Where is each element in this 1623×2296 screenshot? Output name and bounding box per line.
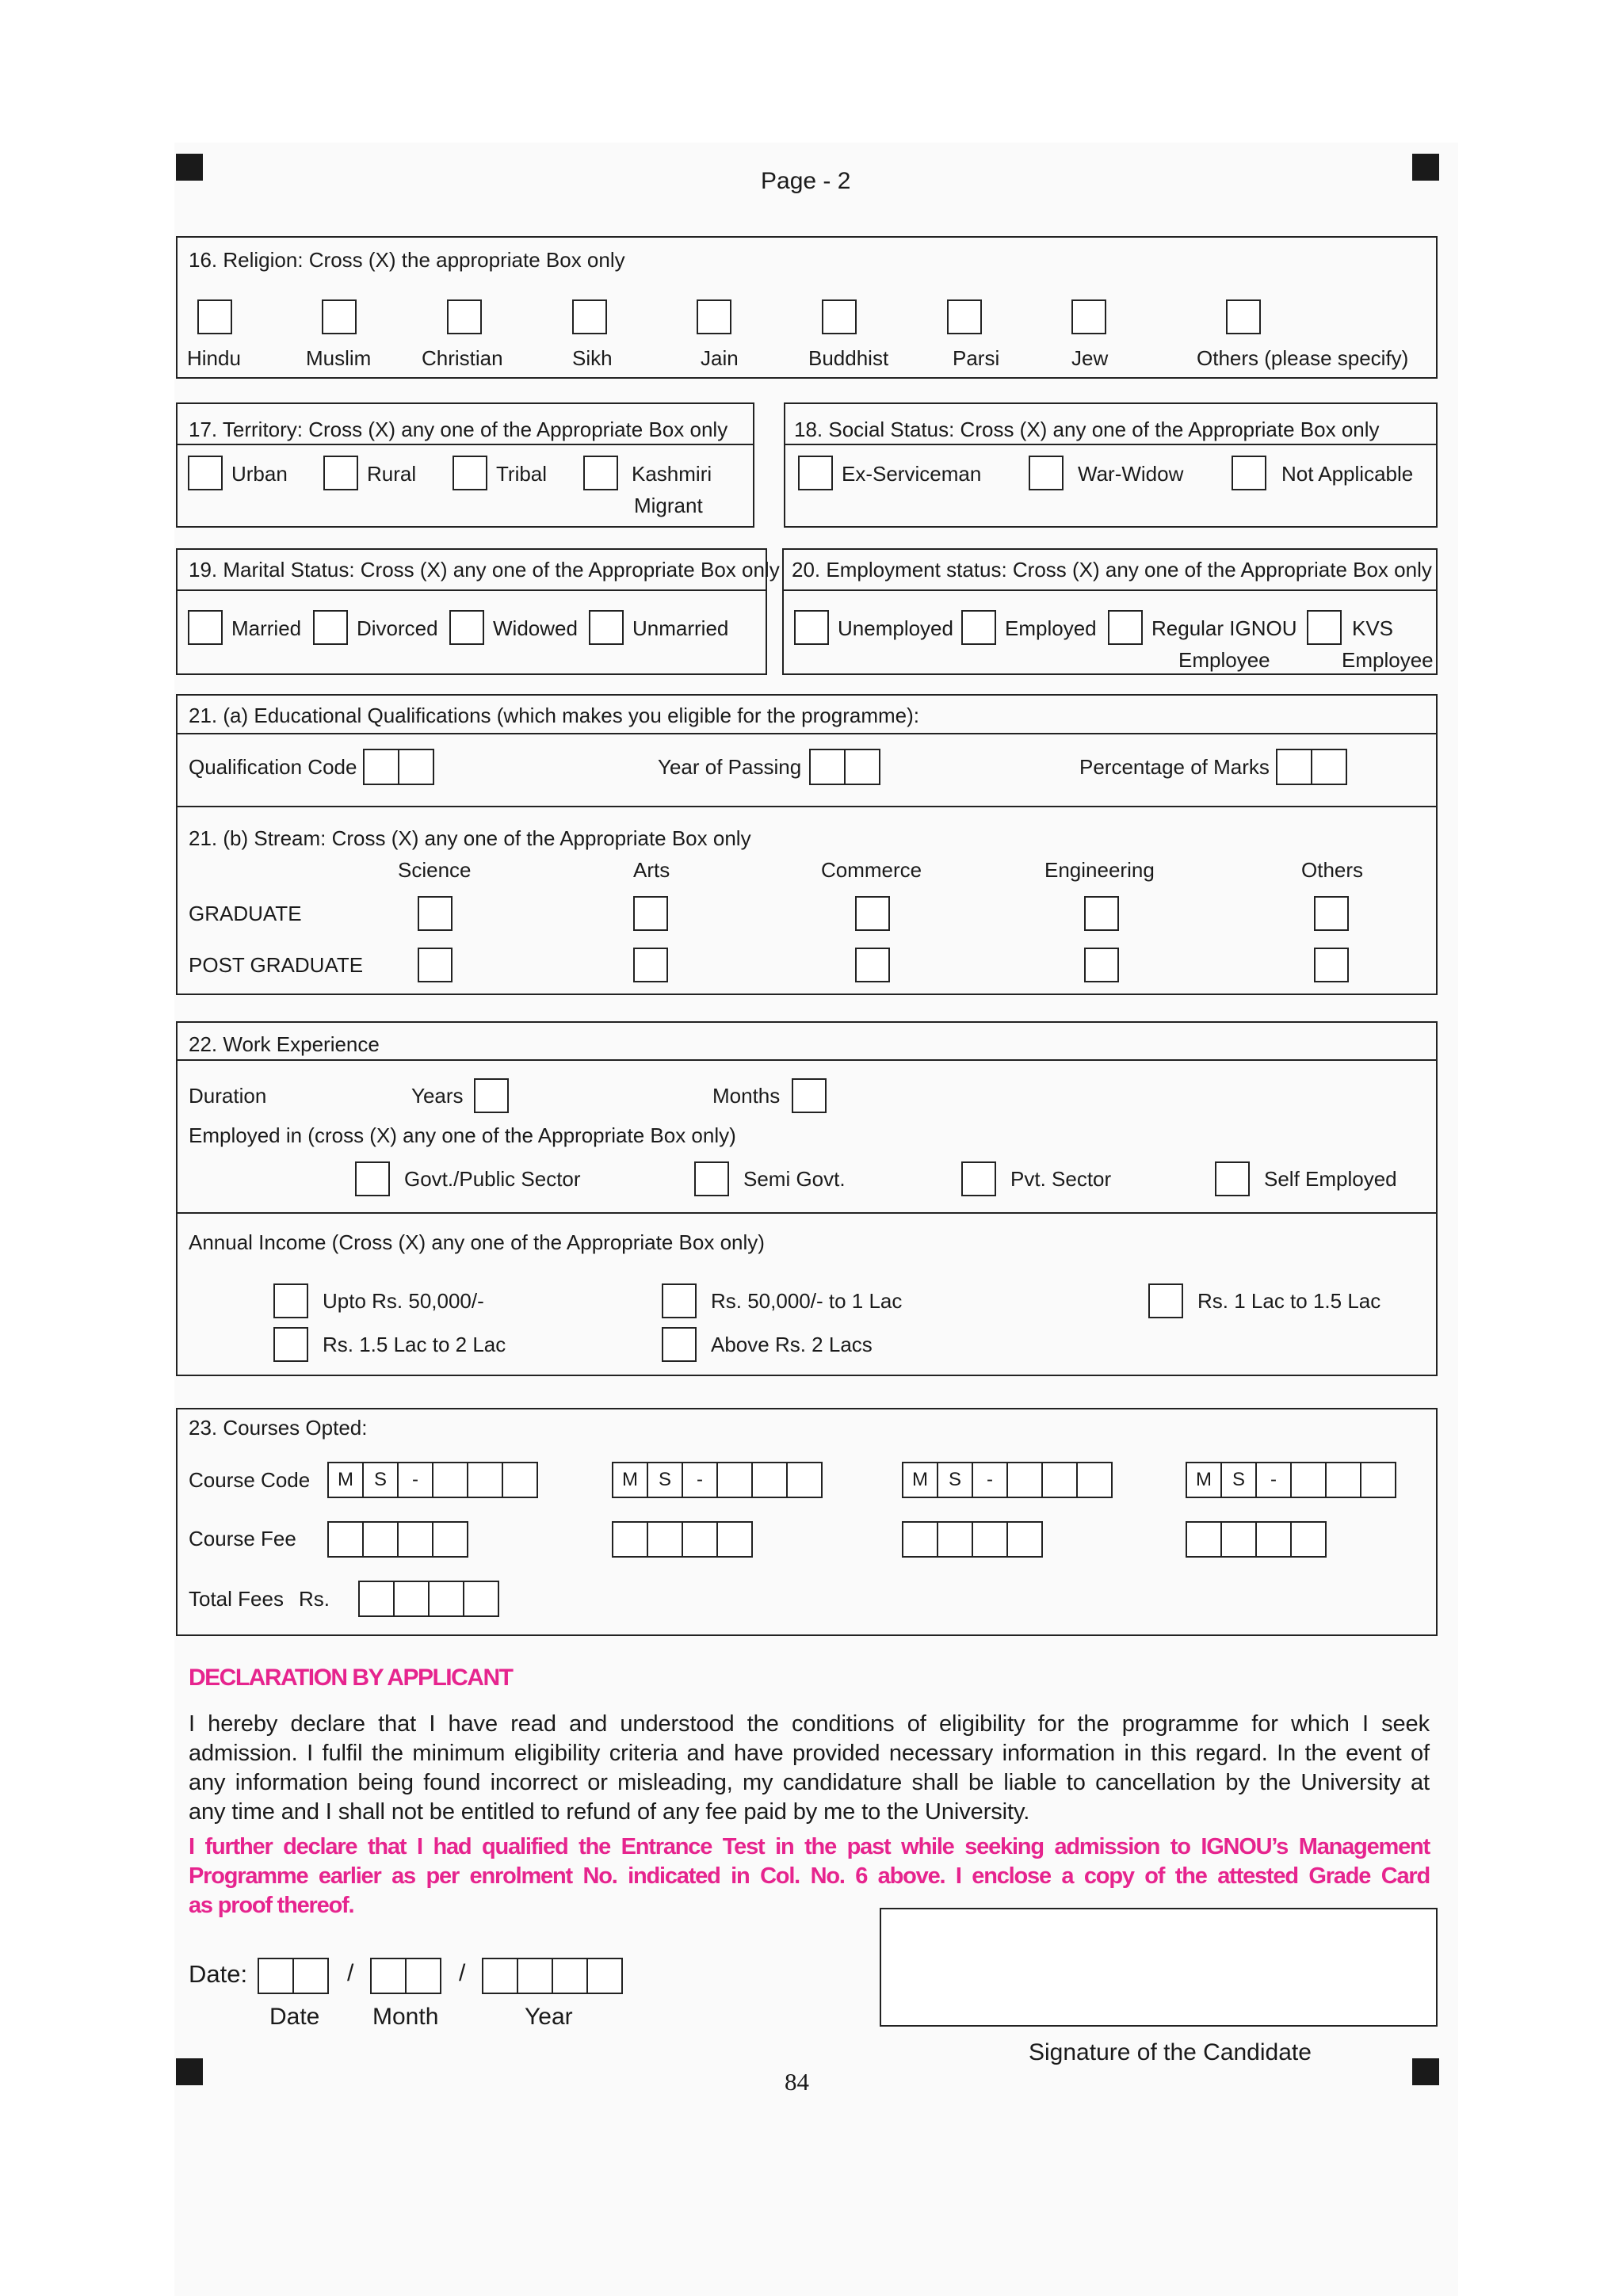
religion-buddhist-checkbox[interactable] <box>822 299 857 334</box>
religion-option-label: Hindu <box>187 346 241 370</box>
divider <box>176 1059 1438 1061</box>
territory-label: 17. Territory: Cross (X) any one of the Appropriate Box only <box>189 418 728 441</box>
date-sub-label-month: Month <box>372 2004 439 2030</box>
religion-others-checkbox[interactable] <box>1226 299 1261 334</box>
employment-option-label-line2: Employee <box>1342 648 1434 672</box>
income-option-label: Rs. 1.5 Lac to 2 Lac <box>323 1333 506 1356</box>
marital-option-label: Widowed <box>493 616 578 640</box>
declaration-further-line: as proof thereof. <box>189 1893 354 1918</box>
employment-unemployed-checkbox[interactable] <box>794 610 829 645</box>
income-50k-1lac-checkbox[interactable] <box>662 1283 697 1318</box>
employment-status-label: 20. Employment status: Cross (X) any one of the Appropriate Box only <box>792 558 1432 582</box>
income-option-label: Above Rs. 2 Lacs <box>711 1333 873 1356</box>
total-fees-rs-label: Rs. <box>299 1587 330 1611</box>
qualification-code-label: Qualification Code <box>189 755 357 779</box>
registration-mark-bottom-right <box>1412 2058 1439 2085</box>
employment-option-label: Unemployed <box>838 616 953 640</box>
religion-parsi-checkbox[interactable] <box>947 299 982 334</box>
marital-unmarried-checkbox[interactable] <box>589 610 624 645</box>
divider <box>176 733 1438 734</box>
course-code-input-3[interactable]: M S - <box>902 1462 1113 1498</box>
year-of-passing-input[interactable] <box>809 749 880 785</box>
stream-column-others: Others <box>1301 858 1364 882</box>
marital-option-label: Married <box>231 616 302 640</box>
social-option-label: Ex-Serviceman <box>842 462 982 486</box>
post-graduate-engineering-checkbox[interactable] <box>1084 948 1119 982</box>
religion-muslim-checkbox[interactable] <box>322 299 357 334</box>
course-fee-input-3[interactable] <box>902 1521 1043 1558</box>
signature-label: Signature of the Candidate <box>1029 2039 1312 2065</box>
course-code-input-1[interactable]: M S - <box>327 1462 538 1498</box>
social-not-applicable-checkbox[interactable] <box>1232 456 1266 490</box>
religion-option-label: Others (please specify) <box>1197 346 1409 370</box>
income-upto-50k-checkbox[interactable] <box>273 1283 308 1318</box>
declaration-line: admission. I fulfil the minimum eligibility criteria and have provided necessary information in this regard. In the event of <box>189 1741 1430 1766</box>
sector-semi-govt-checkbox[interactable] <box>694 1161 729 1196</box>
education-label: 21. (a) Educational Qualifications (which makes you eligible for the programme): <box>189 704 919 727</box>
religion-option-label: Jain <box>701 346 739 370</box>
duration-label: Duration <box>189 1084 267 1108</box>
social-option-label: War-Widow <box>1078 462 1184 486</box>
religion-jain-checkbox[interactable] <box>697 299 731 334</box>
marital-married-checkbox[interactable] <box>188 610 223 645</box>
divider <box>176 589 767 591</box>
page-header: Page - 2 <box>761 168 851 194</box>
date-separator: / <box>459 1960 466 1986</box>
religion-option-label: Buddhist <box>808 346 889 370</box>
courses-label: 23. Courses Opted: <box>189 1416 368 1440</box>
marital-divorced-checkbox[interactable] <box>313 610 348 645</box>
graduate-arts-checkbox[interactable] <box>633 896 668 931</box>
territory-urban-checkbox[interactable] <box>188 456 223 490</box>
religion-option-label: Sikh <box>572 346 613 370</box>
registration-mark-top-right <box>1412 154 1439 181</box>
religion-jew-checkbox[interactable] <box>1071 299 1106 334</box>
graduate-engineering-checkbox[interactable] <box>1084 896 1119 931</box>
date-year-input[interactable] <box>482 1958 623 1994</box>
employed-in-label: Employed in (cross (X) any one of the Appropriate Box only) <box>189 1123 736 1147</box>
course-fee-input-4[interactable] <box>1186 1521 1327 1558</box>
marital-widowed-checkbox[interactable] <box>449 610 484 645</box>
registration-mark-bottom-left <box>176 2058 203 2085</box>
income-option-label: Rs. 50,000/- to 1 Lac <box>711 1289 903 1313</box>
registration-mark-top-left <box>176 154 203 181</box>
graduate-others-checkbox[interactable] <box>1314 896 1349 931</box>
months-label: Months <box>712 1084 781 1108</box>
sector-private-checkbox[interactable] <box>961 1161 996 1196</box>
sector-option-label: Pvt. Sector <box>1010 1167 1112 1191</box>
post-graduate-commerce-checkbox[interactable] <box>855 948 890 982</box>
stream-column-commerce: Commerce <box>821 858 922 882</box>
social-ex-serviceman-checkbox[interactable] <box>798 456 833 490</box>
course-code-input-4[interactable]: M S - <box>1186 1462 1396 1498</box>
religion-option-label: Parsi <box>953 346 1000 370</box>
stream-label: 21. (b) Stream: Cross (X) any one of the Appropriate Box only <box>189 826 751 850</box>
social-status-label: 18. Social Status: Cross (X) any one of the Appropriate Box only <box>794 418 1380 441</box>
marital-status-label: 19. Marital Status: Cross (X) any one of the Appropriate Box only <box>189 558 780 582</box>
date-sub-label-year: Year <box>525 2004 573 2030</box>
religion-sikh-checkbox[interactable] <box>572 299 607 334</box>
income-option-label: Rs. 1 Lac to 1.5 Lac <box>1197 1289 1381 1313</box>
declaration-line: any time and I shall not be entitled to refund of any fee paid by me to the University. <box>189 1799 1030 1825</box>
course-code-label: Course Code <box>189 1468 311 1492</box>
declaration-line: any information being found incorrect or misleading, my candidature shall be liable to cancellation by the University at <box>189 1770 1430 1795</box>
signature-box[interactable] <box>880 1908 1438 2027</box>
date-day-input[interactable] <box>258 1958 329 1994</box>
divider <box>176 444 754 445</box>
post-graduate-science-checkbox[interactable] <box>418 948 453 982</box>
percentage-input[interactable] <box>1276 749 1347 785</box>
graduate-science-checkbox[interactable] <box>418 896 453 931</box>
declaration-paragraph <box>189 1710 1430 1827</box>
declaration-heading: DECLARATION BY APPLICANT <box>189 1665 513 1691</box>
total-fees-input[interactable] <box>358 1581 499 1617</box>
course-fee-label: Course Fee <box>189 1527 296 1550</box>
years-label: Years <box>411 1084 464 1108</box>
income-option-label: Upto Rs. 50,000/- <box>323 1289 484 1313</box>
religion-option-label: Muslim <box>306 346 372 370</box>
social-option-label: Not Applicable <box>1281 462 1414 486</box>
stream-column-science: Science <box>398 858 472 882</box>
declaration-further-line: I further declare that I had qualified the Entrance Test in the past while seeking admission to IGNOU’s Management <box>189 1834 1430 1859</box>
divider <box>782 589 1438 591</box>
divider <box>784 444 1438 445</box>
territory-rural-checkbox[interactable] <box>323 456 358 490</box>
date-month-input[interactable] <box>370 1958 441 1994</box>
sector-option-label: Govt./Public Sector <box>404 1167 581 1191</box>
sector-self-employed-checkbox[interactable] <box>1215 1161 1250 1196</box>
course-fee-input-1[interactable] <box>327 1521 468 1558</box>
employment-option-label: Regular IGNOU <box>1151 616 1297 640</box>
employment-option-label-line2: Employee <box>1178 648 1270 672</box>
employment-employed-checkbox[interactable] <box>961 610 996 645</box>
post-graduate-others-checkbox[interactable] <box>1314 948 1349 982</box>
territory-option-label: Tribal <box>496 462 548 486</box>
months-input[interactable] <box>792 1078 827 1113</box>
religion-hindu-checkbox[interactable] <box>197 299 232 334</box>
course-fee-input-2[interactable] <box>612 1521 753 1558</box>
page-number: 84 <box>785 2068 809 2096</box>
post-graduate-arts-checkbox[interactable] <box>633 948 668 982</box>
territory-kashmiri-migrant-checkbox[interactable] <box>583 456 618 490</box>
sector-govt-checkbox[interactable] <box>355 1161 390 1196</box>
income-above-2lac-checkbox[interactable] <box>662 1327 697 1362</box>
religion-option-label: Christian <box>422 346 503 370</box>
date-label: Date: <box>189 1960 248 1988</box>
divider <box>176 1212 1438 1214</box>
date-sub-label-day: Date <box>269 2004 320 2030</box>
total-fees-label: Total Fees <box>189 1587 284 1611</box>
work-experience-label: 22. Work Experience <box>189 1032 380 1056</box>
income-1-5lac-2lac-checkbox[interactable] <box>273 1327 308 1362</box>
stream-column-arts: Arts <box>633 858 670 882</box>
religion-option-label: Jew <box>1071 346 1109 370</box>
employment-regular-ignou-checkbox[interactable] <box>1108 610 1143 645</box>
sector-option-label: Self Employed <box>1264 1167 1397 1191</box>
sector-option-label: Semi Govt. <box>743 1167 846 1191</box>
religion-christian-checkbox[interactable] <box>447 299 482 334</box>
stream-row-graduate: GRADUATE <box>189 902 302 925</box>
social-war-widow-checkbox[interactable] <box>1029 456 1064 490</box>
territory-option-label: Rural <box>367 462 417 486</box>
territory-tribal-checkbox[interactable] <box>453 456 487 490</box>
stream-column-engineering: Engineering <box>1044 858 1155 882</box>
graduate-commerce-checkbox[interactable] <box>855 896 890 931</box>
date-separator: / <box>347 1960 354 1986</box>
work-experience-section <box>176 1021 1438 1376</box>
marital-option-label: Unmarried <box>632 616 729 640</box>
marital-option-label: Divorced <box>357 616 438 640</box>
declaration-line: I hereby declare that I have read and understood the conditions of eligibility for the programme for which I seek <box>189 1711 1430 1737</box>
employment-option-label: Employed <box>1005 616 1097 640</box>
year-of-passing-label: Year of Passing <box>658 755 802 779</box>
divider <box>176 806 1438 807</box>
territory-option-label: Kashmiri <box>632 462 712 486</box>
percentage-label: Percentage of Marks <box>1079 755 1270 779</box>
stream-row-post-graduate: POST GRADUATE <box>189 953 364 977</box>
annual-income-label: Annual Income (Cross (X) any one of the Appropriate Box only) <box>189 1230 765 1254</box>
course-code-input-2[interactable]: M S - <box>612 1462 823 1498</box>
territory-option-label-line2: Migrant <box>634 494 703 517</box>
income-1lac-1-5lac-checkbox[interactable] <box>1148 1283 1183 1318</box>
qualification-code-input[interactable] <box>363 749 434 785</box>
religion-label: 16. Religion: Cross (X) the appropriate Box only <box>189 248 625 272</box>
territory-option-label: Urban <box>231 462 288 486</box>
employment-kvs-checkbox[interactable] <box>1307 610 1342 645</box>
declaration-further-line: Programme earlier as per enrolment No. indicated in Col. No. 6 above. I enclose a copy of the attested Grade Card <box>189 1863 1430 1889</box>
years-input[interactable] <box>474 1078 509 1113</box>
employment-option-label: KVS <box>1352 616 1394 640</box>
